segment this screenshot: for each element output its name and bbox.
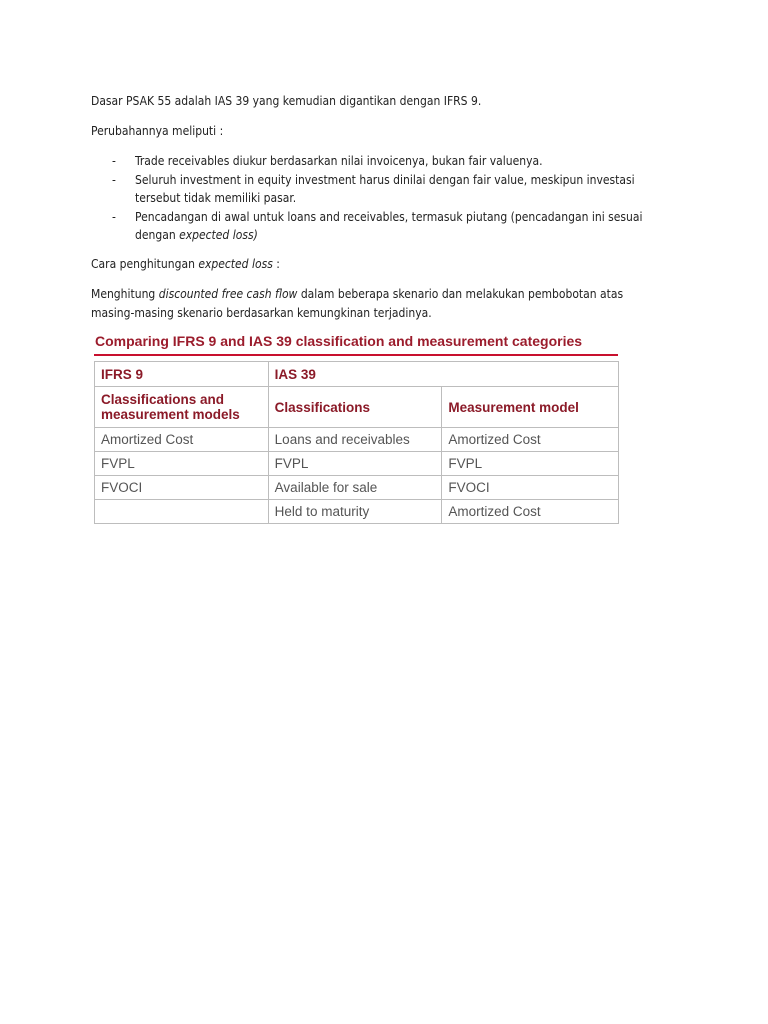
header-ias39: IAS 39: [268, 362, 618, 387]
table-cell: FVPL: [442, 452, 619, 476]
subheader-models: Classifications and measurement models: [95, 387, 269, 428]
changes-list: [91, 152, 671, 245]
title-rule: [94, 354, 618, 356]
list-item-text: Trade receivables diukur berdasarkan nilai invoicenya, bukan fair valuenya.: [135, 154, 543, 168]
table-cell: FVPL: [95, 452, 269, 476]
list-dash: -: [112, 210, 116, 224]
list-dash: -: [112, 154, 116, 168]
table-cell: Amortized Cost: [442, 428, 619, 452]
header-ifrs9: IFRS 9: [95, 362, 269, 387]
table-cell: FVOCI: [95, 476, 269, 500]
table-cell: Available for sale: [268, 476, 442, 500]
list-item: [91, 152, 671, 170]
table-cell: Amortized Cost: [442, 500, 619, 524]
list-item-text-plain: dengan: [135, 228, 180, 242]
calc-heading-suffix: :: [272, 257, 280, 271]
list-item: [91, 171, 671, 207]
calc-line-2: masing-masing skenario berdasarkan kemungkinan terjadinya.: [91, 306, 432, 320]
list-item-text-cont: tersebut tidak memiliki pasar.: [135, 191, 297, 205]
calculation-paragraph: [91, 285, 623, 323]
list-item-text-cont: [135, 226, 671, 244]
calc-line-1: [91, 285, 623, 304]
calculation-heading: [91, 255, 280, 274]
changes-heading: Perubahannya meliputi :: [91, 124, 224, 138]
comparison-table: [94, 361, 619, 524]
table-cell: Amortized Cost: [95, 428, 269, 452]
table-row: [95, 476, 619, 500]
list-item-text: Seluruh investment in equity investment harus dinilai dengan fair value, meskipun investasi: [135, 173, 635, 187]
table-cell: Held to maturity: [268, 500, 442, 524]
calc-text: Menghitung: [91, 287, 159, 301]
table-cell: FVPL: [268, 452, 442, 476]
table-header-row: [95, 362, 619, 387]
table-cell: [95, 500, 269, 524]
calc-italic: discounted free cash flow: [158, 287, 298, 301]
list-dash: -: [112, 173, 116, 187]
subheader-measurement-model: Measurement model: [442, 387, 619, 428]
table-subheader-row: [95, 387, 619, 428]
list-item-text: Pencadangan di awal untuk loans and receivables, termasuk piutang (pencadangan ini sesuai: [135, 210, 643, 224]
table-title: Comparing IFRS 9 and IAS 39 classification and measurement categories: [95, 333, 583, 349]
calc-heading-italic: expected loss: [198, 257, 273, 271]
list-item: [91, 208, 671, 244]
subheader-classifications: Classifications: [268, 387, 442, 428]
table-cell: Loans and receivables: [268, 428, 442, 452]
calc-text-post: dalam beberapa skenario dan melakukan pembobotan atas: [297, 287, 624, 301]
list-item-text-italic: expected loss): [179, 228, 258, 242]
table-cell: FVOCI: [442, 476, 619, 500]
table-row: [95, 500, 619, 524]
intro-paragraph: Dasar PSAK 55 adalah IAS 39 yang kemudian digantikan dengan IFRS 9.: [91, 94, 482, 108]
table-row: [95, 452, 619, 476]
table-row: [95, 428, 619, 452]
calc-heading-text: Cara penghitungan: [91, 257, 199, 271]
